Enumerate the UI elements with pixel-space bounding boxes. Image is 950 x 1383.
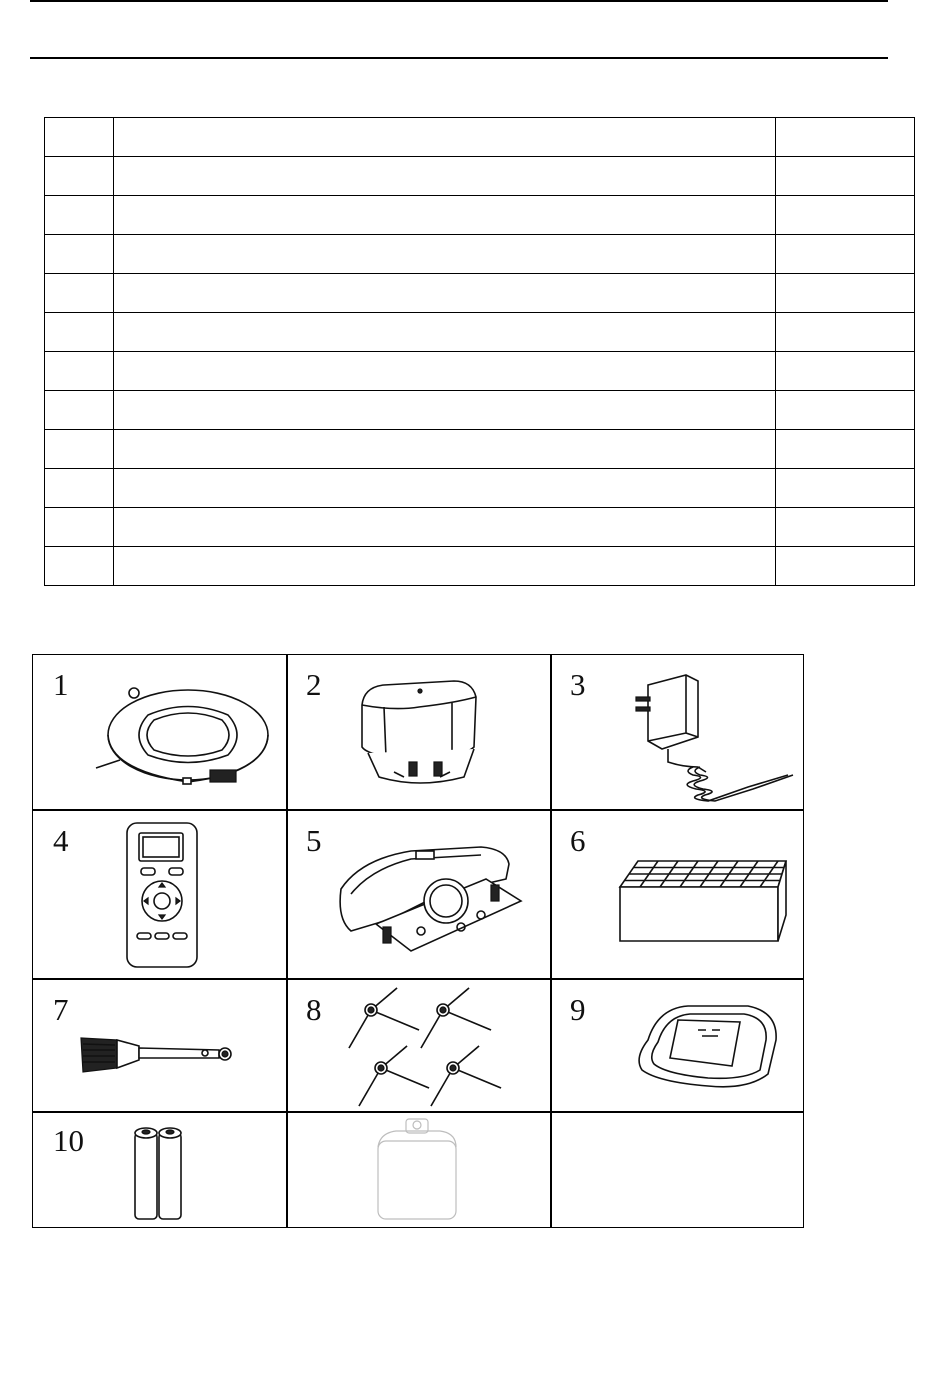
part-name-cell xyxy=(114,469,776,508)
row-number-cell xyxy=(45,196,114,235)
part-cell-11 xyxy=(286,1111,550,1229)
part-cell-5 xyxy=(286,809,550,978)
charging-dock-icon xyxy=(354,677,484,797)
part-number: 4 xyxy=(53,823,69,858)
row-number-cell xyxy=(45,469,114,508)
part-name-cell xyxy=(114,391,776,430)
part-number: 5 xyxy=(306,823,322,858)
quantity-cell xyxy=(776,313,915,352)
part-cell-8 xyxy=(286,978,550,1111)
part-cell-7 xyxy=(33,978,286,1111)
quantity-cell xyxy=(776,235,915,274)
part-name-cell xyxy=(114,430,776,469)
quantity-cell xyxy=(776,469,915,508)
row-number-cell xyxy=(45,352,114,391)
part-cell-6 xyxy=(550,809,805,978)
battery-pack-icon xyxy=(374,1117,464,1222)
quantity-cell xyxy=(776,547,915,586)
part-number: 8 xyxy=(306,992,322,1027)
row-number-cell xyxy=(45,430,114,469)
part-number: 10 xyxy=(53,1123,84,1158)
part-cell-10 xyxy=(33,1111,286,1229)
part-cell-12 xyxy=(550,1111,805,1229)
part-number: 9 xyxy=(570,992,586,1027)
part-number: 6 xyxy=(570,823,586,858)
row-number-cell xyxy=(45,391,114,430)
part-name-cell xyxy=(114,352,776,391)
remote-control-icon xyxy=(123,821,203,971)
part-name-cell xyxy=(114,547,776,586)
table-row xyxy=(45,118,915,157)
hepa-filter-icon xyxy=(618,857,788,947)
quantity-cell xyxy=(776,274,915,313)
row-number-cell xyxy=(45,157,114,196)
table-row xyxy=(45,274,915,313)
table-row xyxy=(45,196,915,235)
part-name-cell xyxy=(114,196,776,235)
part-cell-4 xyxy=(33,809,286,978)
power-adapter-icon xyxy=(628,667,798,807)
row-number-cell xyxy=(45,313,114,352)
part-number: 7 xyxy=(53,992,69,1027)
table-row xyxy=(45,430,915,469)
quantity-cell xyxy=(776,430,915,469)
table-row xyxy=(45,313,915,352)
table-row xyxy=(45,235,915,274)
table-row xyxy=(45,469,915,508)
part-cell-3 xyxy=(550,655,805,809)
parts-list-table xyxy=(44,117,915,586)
side-brushes-icon xyxy=(341,982,511,1107)
part-number: 1 xyxy=(53,667,69,702)
part-number: 3 xyxy=(570,667,586,702)
robot-vacuum-icon xyxy=(88,680,268,800)
part-name-cell xyxy=(114,235,776,274)
part-name-cell xyxy=(114,508,776,547)
table-row xyxy=(45,391,915,430)
row-number-cell xyxy=(45,235,114,274)
table-row xyxy=(45,547,915,586)
part-name-cell xyxy=(114,313,776,352)
part-cell-2 xyxy=(286,655,550,809)
part-cell-9 xyxy=(550,978,805,1111)
row-number-cell xyxy=(45,274,114,313)
row-number-cell xyxy=(45,508,114,547)
parts-image-grid xyxy=(32,654,804,1228)
header-rule xyxy=(30,57,888,59)
part-name-cell xyxy=(114,157,776,196)
quantity-cell xyxy=(776,118,915,157)
table-row xyxy=(45,508,915,547)
aaa-batteries-icon xyxy=(131,1123,191,1223)
quantity-cell xyxy=(776,196,915,235)
table-row xyxy=(45,352,915,391)
top-rule xyxy=(30,0,888,2)
docking-station-icon xyxy=(331,839,531,969)
part-cell-1 xyxy=(33,655,286,809)
quantity-cell xyxy=(776,508,915,547)
quantity-cell xyxy=(776,352,915,391)
part-name-cell xyxy=(114,274,776,313)
cleaning-brush-icon xyxy=(81,1028,241,1078)
part-number: 2 xyxy=(306,667,322,702)
row-number-cell xyxy=(45,118,114,157)
table-row xyxy=(45,157,915,196)
quantity-cell xyxy=(776,391,915,430)
cleaning-pad-icon xyxy=(628,1000,788,1090)
quantity-cell xyxy=(776,157,915,196)
row-number-cell xyxy=(45,547,114,586)
part-name-cell xyxy=(114,118,776,157)
